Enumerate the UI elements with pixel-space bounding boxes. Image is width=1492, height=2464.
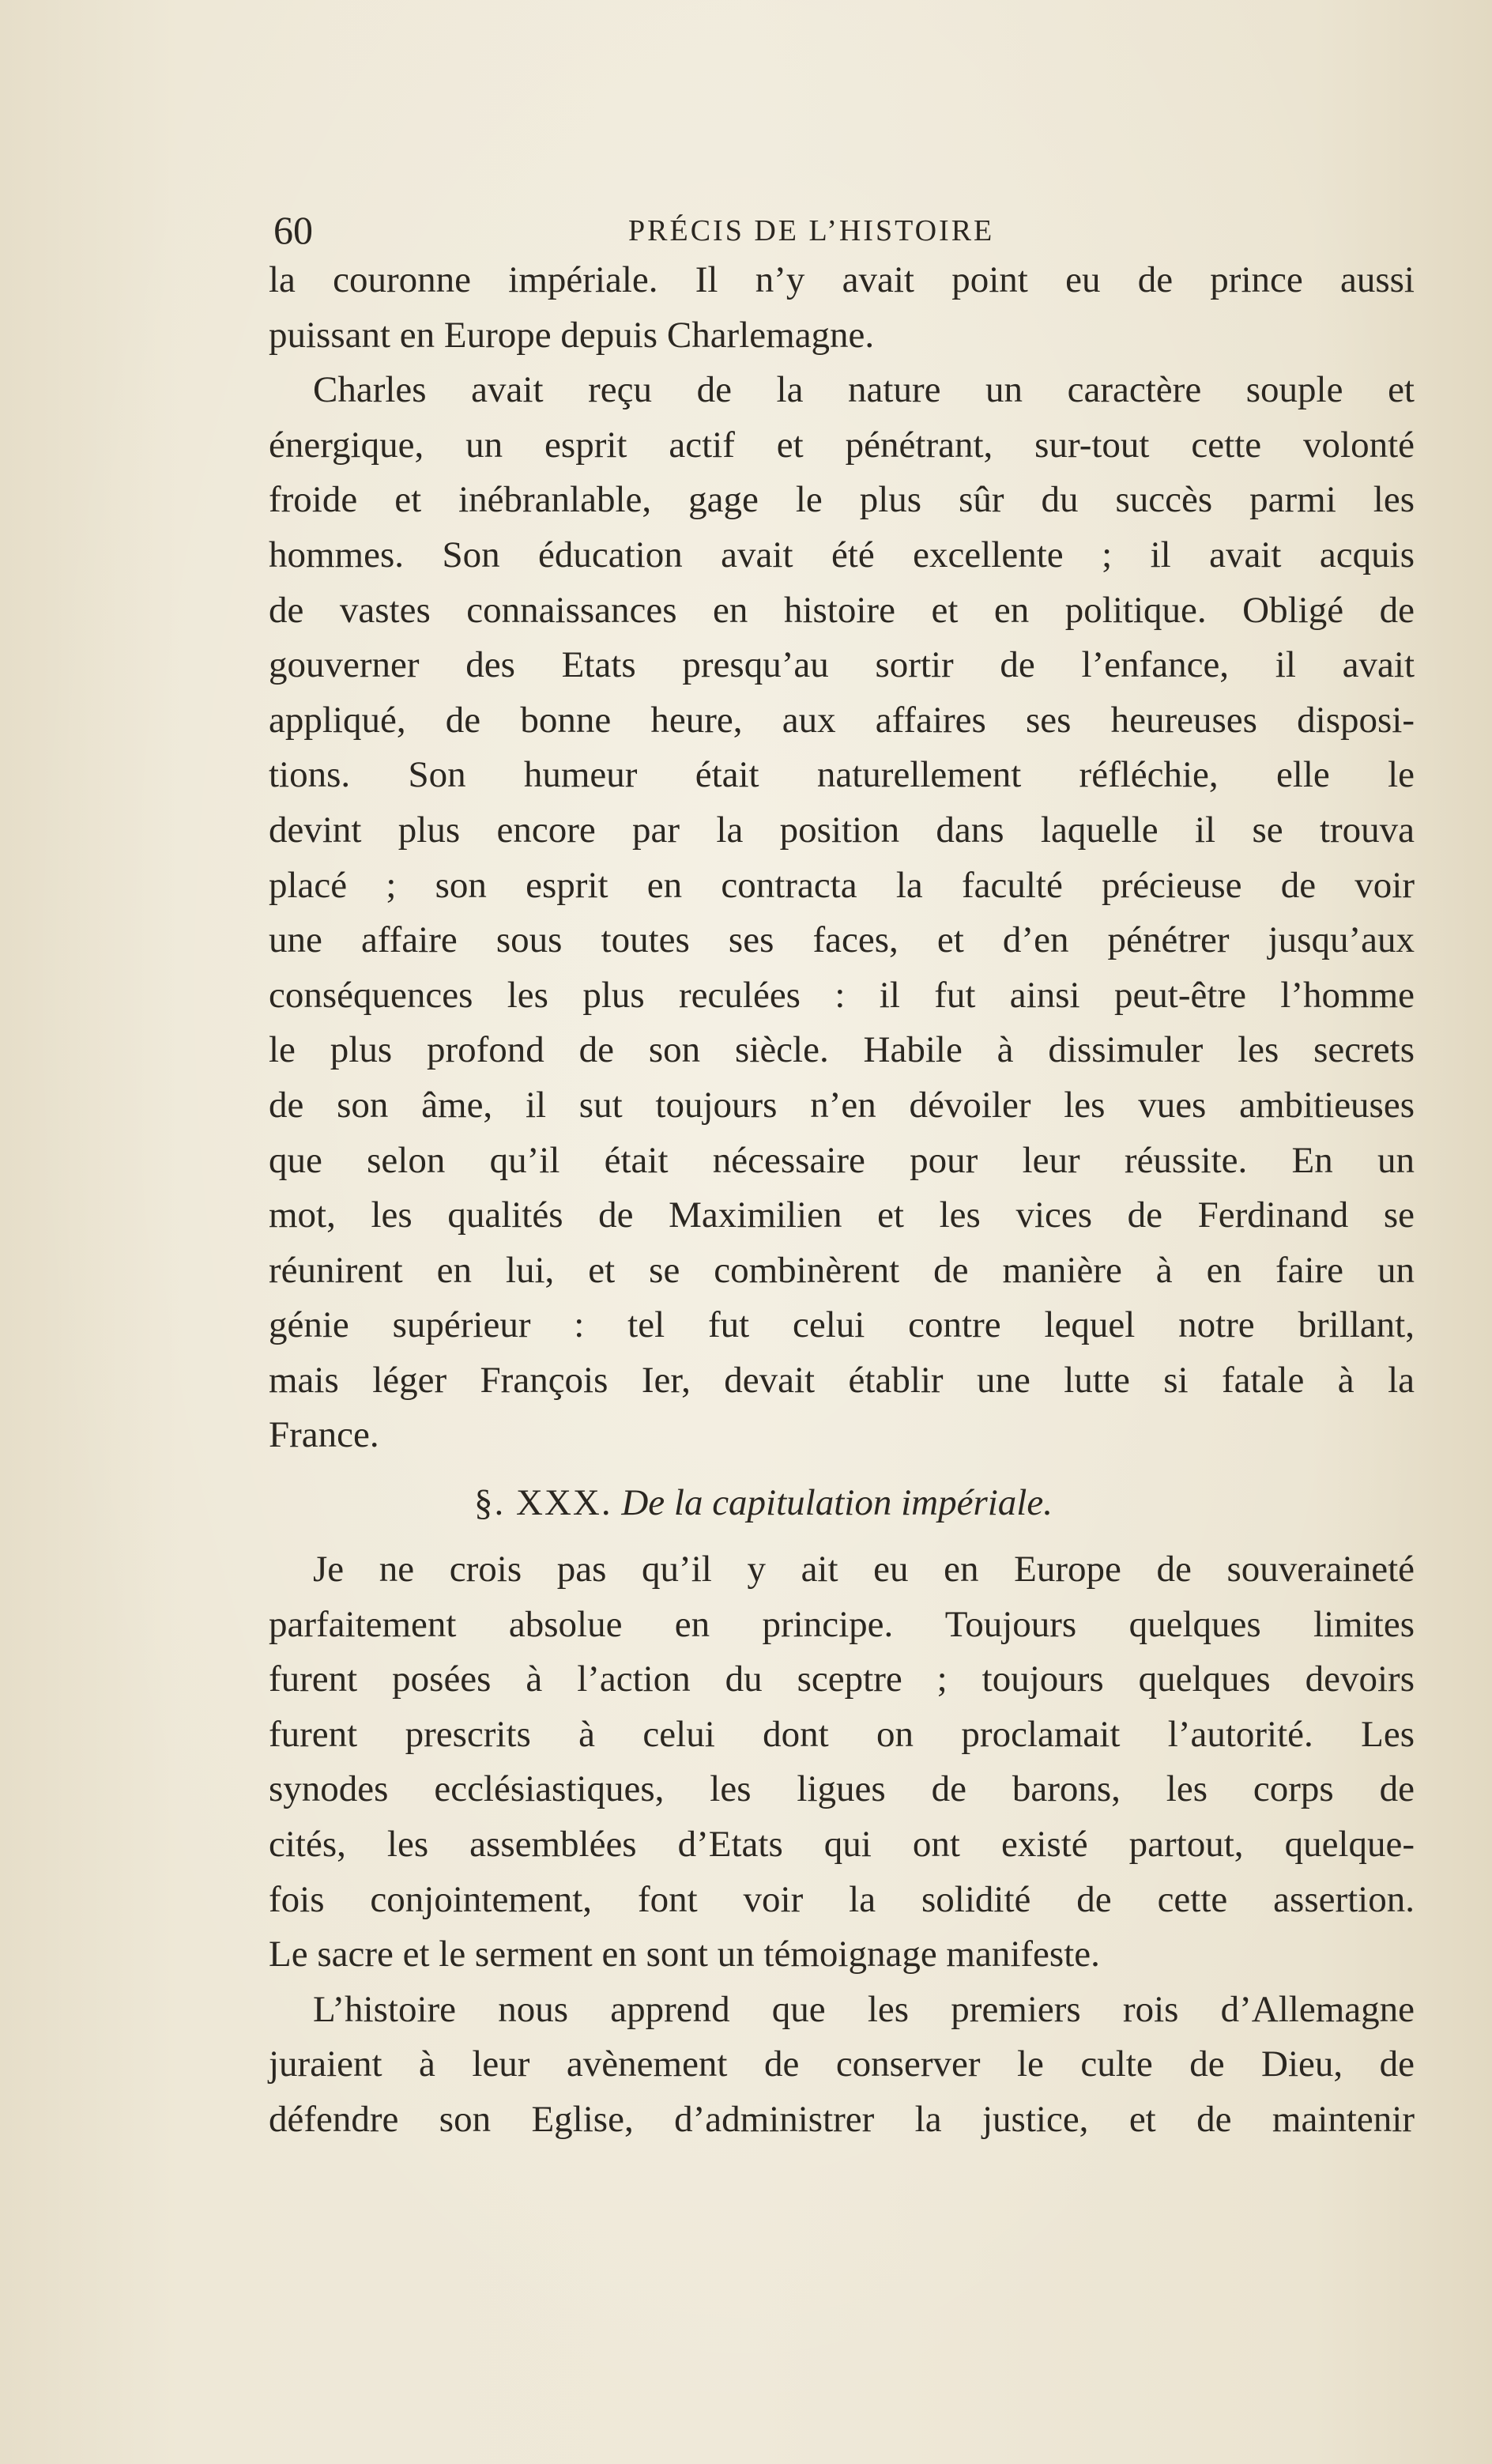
text-line: puissant en Europe depuis Charlemagne. xyxy=(269,314,875,356)
text-line: génie supérieur : tel fut celui contre lequel notre brillant, xyxy=(269,1304,1415,1346)
paragraph-souverainete xyxy=(269,1542,1415,1983)
text-line: parfaitement absolue en principe. Toujours quelques limites xyxy=(269,1603,1415,1645)
text-line: réunirent en lui, et se combinèrent de manière à en faire un xyxy=(269,1249,1415,1291)
text-line: la couronne impériale. Il n’y avait point eu de prince aussi xyxy=(269,259,1415,300)
text-line: que selon qu’il était nécessaire pour leur réussite. En un xyxy=(269,1139,1415,1181)
text-line: synodes ecclésiastiques, les ligues de barons, les corps de xyxy=(269,1768,1415,1810)
text-line: énergique, un esprit actif et pénétrant, sur-tout cette volonté xyxy=(269,424,1415,466)
text-line: France. xyxy=(269,1414,379,1456)
text-line: mot, les qualités de Maximilien et les vices de Ferdinand se xyxy=(269,1194,1415,1236)
text-line: L’histoire nous apprend que les premiers rois d’Allemagne xyxy=(313,1988,1415,2030)
text-line: juraient à leur avènement de conserver le culte de Dieu, de xyxy=(269,2043,1415,2085)
text-line: fois conjointement, font voir la solidité de cette assertion. xyxy=(269,1878,1415,1920)
text-line: cités, les assemblées d’Etats qui ont existé partout, quelque- xyxy=(269,1824,1415,1866)
text-line: Le sacre et le serment en sont un témoignage manifeste. xyxy=(269,1934,1100,1975)
section-number: §. XXX. xyxy=(474,1482,612,1524)
text-line: conséquences les plus reculées : il fut ainsi peut-être l’homme xyxy=(269,974,1415,1016)
text-line: de son âme, il sut toujours n’en dévoiler les vues ambitieuses xyxy=(269,1084,1415,1126)
text-line: devint plus encore par la position dans laquelle il se trouva xyxy=(269,809,1415,851)
paragraph-charles xyxy=(269,363,1415,1463)
text-line: placé ; son esprit en contracta la faculté précieuse de voir xyxy=(269,864,1415,906)
page-header xyxy=(269,198,1415,253)
text-line: mais léger François Ier, devait établir une lutte si fatale à la xyxy=(269,1359,1415,1401)
text-line: Je ne crois pas qu’il y ait eu en Europe de souveraineté xyxy=(313,1549,1415,1590)
section-title: De la capitulation impériale. xyxy=(621,1482,1053,1524)
paragraph-histoire xyxy=(269,1983,1415,2148)
paragraph-continuation xyxy=(269,253,1415,363)
text-line: gouverner des Etats presqu’au sortir de l’enfance, il avait xyxy=(269,644,1415,686)
running-title: PRÉCIS DE L’HISTOIRE xyxy=(628,214,995,247)
text-block xyxy=(269,198,1415,2148)
text-line: défendre son Eglise, d’administrer la justice, et de maintenir xyxy=(269,2099,1415,2140)
text-line: furent prescrits à celui dont on proclamait l’autorité. Les xyxy=(269,1713,1415,1755)
text-line: appliqué, de bonne heure, aux affaires ses heureuses disposi- xyxy=(269,699,1415,741)
text-line: hommes. Son éducation avait été excellente ; il avait acquis xyxy=(269,534,1415,575)
text-line: Charles avait reçu de la nature un caractère souple et xyxy=(313,369,1415,411)
text-line: le plus profond de son siècle. Habile à dissimuler les secrets xyxy=(269,1029,1415,1071)
text-line: furent posées à l’action du sceptre ; toujours quelques devoirs xyxy=(269,1658,1415,1700)
text-line: tions. Son humeur était naturellement réfléchie, elle le xyxy=(269,754,1415,796)
page-number: 60 xyxy=(273,208,313,252)
text-line: une affaire sous toutes ses faces, et d’en pénétrer jusqu’aux xyxy=(269,919,1415,961)
section-heading xyxy=(269,1463,1415,1542)
text-line: froide et inébranlable, gage le plus sûr du succès parmi les xyxy=(269,479,1415,521)
text-line: de vastes connaissances en histoire et en politique. Obligé de xyxy=(269,589,1415,631)
